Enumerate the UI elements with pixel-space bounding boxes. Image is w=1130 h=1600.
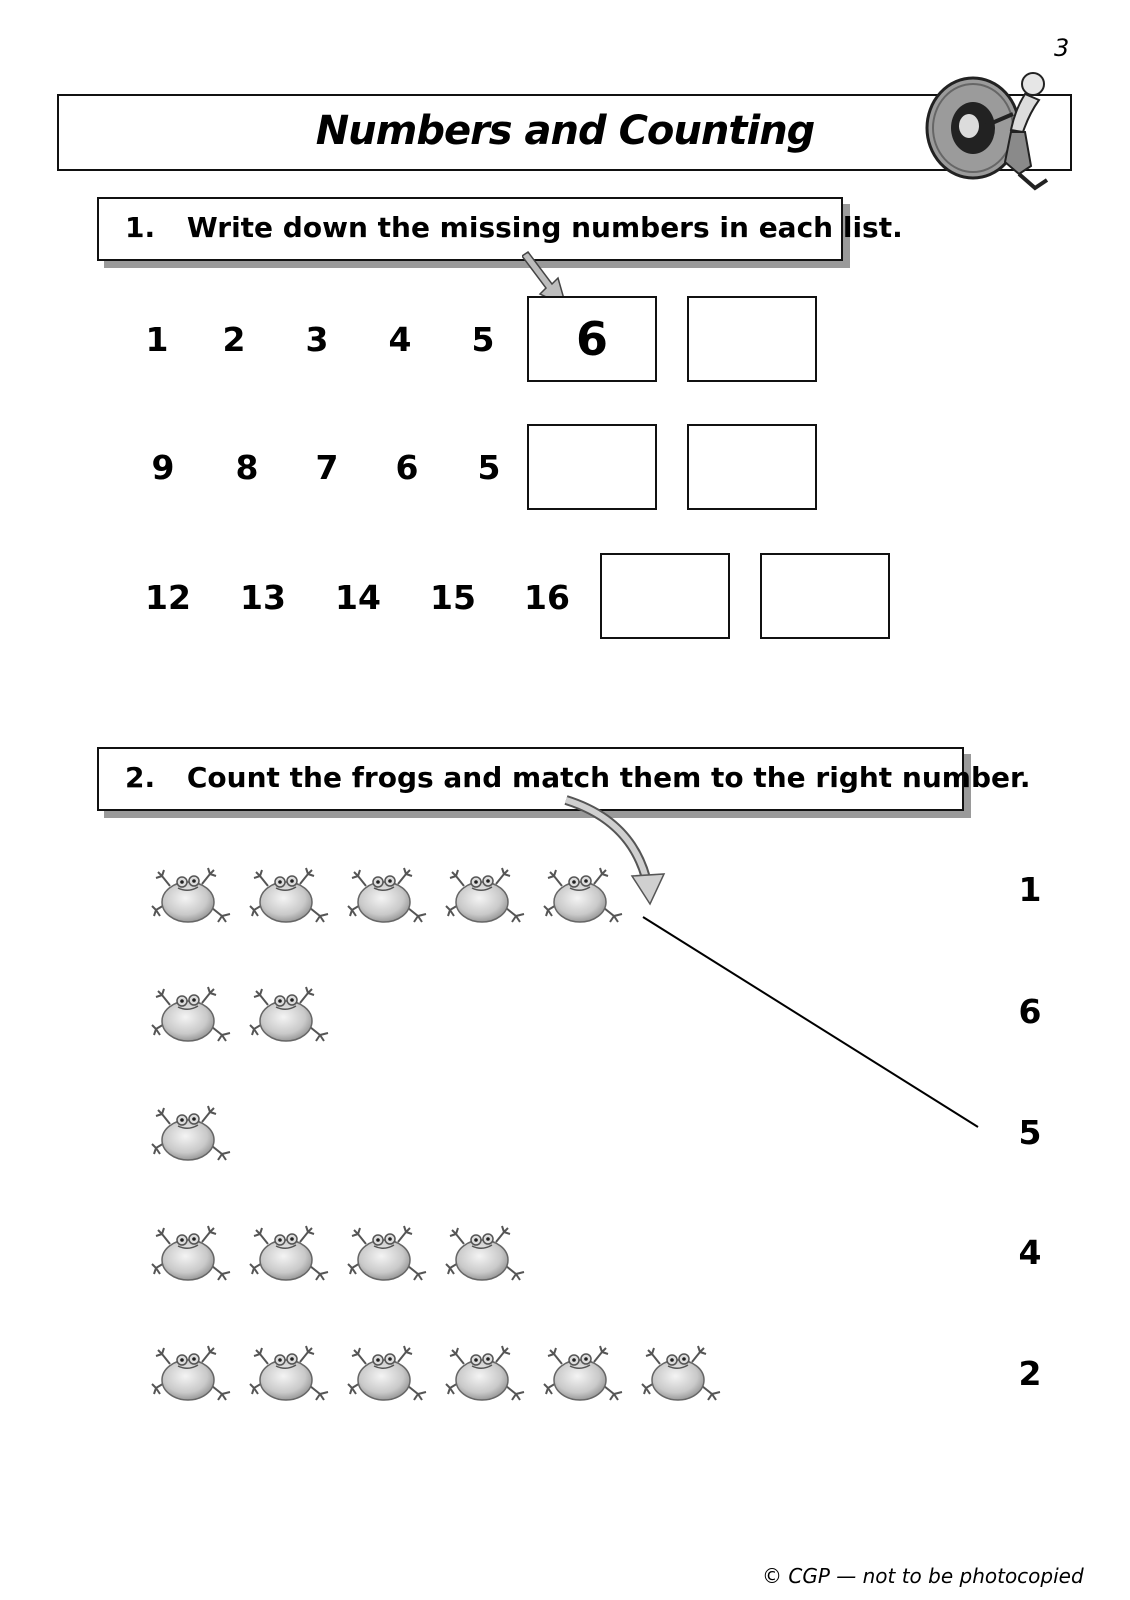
frog-icon bbox=[248, 985, 332, 1047]
curved-arrow-icon bbox=[632, 874, 664, 904]
match-number[interactable]: 5 bbox=[1018, 1113, 1042, 1152]
match-number[interactable]: 2 bbox=[1018, 1354, 1042, 1393]
sequence-number: 5 bbox=[471, 320, 495, 359]
frog-icon bbox=[150, 1224, 234, 1286]
frog-icon bbox=[346, 1344, 430, 1406]
sequence-number: 6 bbox=[395, 448, 419, 487]
sequence-number: 2 bbox=[222, 320, 246, 359]
sequence-number: 9 bbox=[151, 448, 175, 487]
sequence-number: 7 bbox=[315, 448, 339, 487]
sequence-number: 1 bbox=[145, 320, 169, 359]
frog-icon bbox=[150, 985, 234, 1047]
copyright-footer: © CGP — not to be photocopied bbox=[762, 1564, 1084, 1588]
sequence-number: 5 bbox=[477, 448, 501, 487]
sequence-number: 3 bbox=[305, 320, 329, 359]
match-number[interactable]: 6 bbox=[1018, 992, 1042, 1031]
match-number[interactable]: 1 bbox=[1018, 870, 1042, 909]
frog-icon bbox=[346, 866, 430, 928]
frog-icon bbox=[248, 866, 332, 928]
frog-icon bbox=[248, 1224, 332, 1286]
frog-icon bbox=[542, 1344, 626, 1406]
frog-icon bbox=[444, 1344, 528, 1406]
sequence-number: 16 bbox=[524, 578, 570, 617]
frog-icon bbox=[248, 1344, 332, 1406]
sequence-number: 8 bbox=[235, 448, 259, 487]
frog-icon bbox=[542, 866, 626, 928]
page-title: Numbers and Counting bbox=[315, 108, 815, 154]
frog-icon bbox=[444, 866, 528, 928]
frog-icon bbox=[640, 1344, 724, 1406]
question-2-number: 2. bbox=[125, 761, 156, 794]
frog-icon bbox=[444, 1224, 528, 1286]
sequence-number: 12 bbox=[145, 578, 191, 617]
question-2-text: Count the frogs and match them to the right number. bbox=[186, 761, 1031, 794]
frog-icon bbox=[150, 866, 234, 928]
sequence-number: 4 bbox=[388, 320, 412, 359]
frog-icon bbox=[346, 1224, 430, 1286]
question-1-text: Write down the missing numbers in each list. bbox=[186, 211, 903, 244]
answer-box[interactable]: 6 bbox=[527, 296, 657, 382]
sequence-number: 13 bbox=[240, 578, 286, 617]
match-number[interactable]: 4 bbox=[1018, 1233, 1042, 1272]
frog-icon bbox=[150, 1344, 234, 1406]
sequence-number: 15 bbox=[430, 578, 476, 617]
page-number: 3 bbox=[1054, 34, 1070, 62]
question-1-number: 1. bbox=[125, 211, 156, 244]
sequence-number: 14 bbox=[335, 578, 381, 617]
frog-icon bbox=[150, 1104, 234, 1166]
